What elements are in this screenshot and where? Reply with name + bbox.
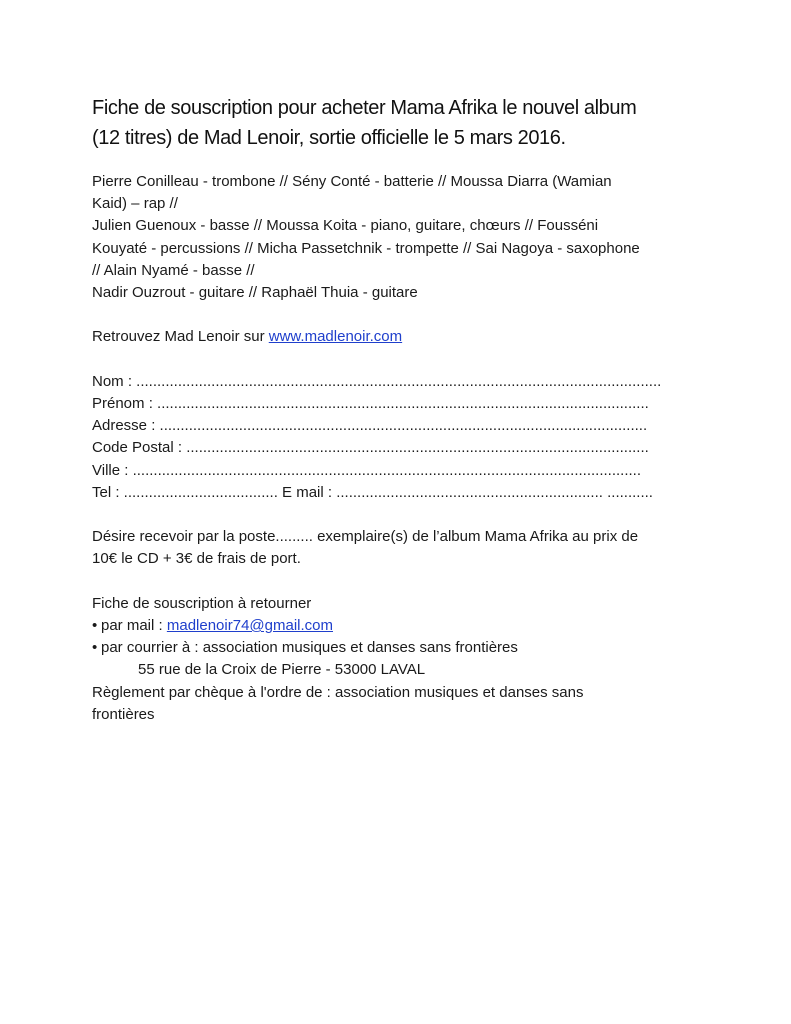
spacer — [92, 304, 732, 326]
spacer — [92, 504, 732, 526]
code-postal-field: Code Postal : ............................................................................................................... — [92, 439, 649, 457]
postal-address: 55 rue de la Croix de Pierre - 53000 LAVAL — [138, 661, 426, 679]
spacer — [92, 349, 732, 371]
prenom-field: Prénom : ...................................................................................................................... — [92, 395, 649, 412]
order-line-2: 10€ le CD + 3€ de frais de port. — [92, 550, 301, 568]
bullet-icon: • — [92, 617, 98, 634]
courrier-text: par courrier à : association musiques et danses sans frontières — [101, 639, 518, 657]
ville-field: Ville : .......................................................................................................................... — [92, 461, 642, 479]
payment-line-1: Règlement par chèque à l'ordre de : association musiques et danses sans — [92, 683, 584, 701]
order-line-1: Désire recevoir par la poste......... exemplaire(s) de l’album Mama Afrika au prix de — [92, 528, 639, 546]
musicians-line-5: // Alain Nyamé - basse // — [92, 261, 255, 279]
musicians-line-6: Nadir Ouzrout - guitare // Raphaël Thuia - guitare — [92, 284, 418, 302]
musicians-line-4: Kouyaté - percussions // Micha Passetchnik - trompette // Sai Nagoya - saxophone — [92, 239, 640, 257]
page-title — [92, 93, 732, 153]
spacer — [92, 571, 732, 593]
mail-prefix: par mail : — [101, 617, 167, 634]
title-line-1: Fiche de souscription pour acheter Mama Afrika le nouvel album — [92, 97, 637, 119]
document-body — [92, 171, 732, 726]
courrier-line — [92, 637, 732, 659]
email-link[interactable]: madlenoir74@gmail.com — [166, 617, 333, 634]
adresse-field: Adresse : ..................................................................................................................... — [92, 417, 648, 435]
bullet-icon: • — [92, 639, 98, 657]
musicians-line-2: Kaid) – rap // — [92, 195, 178, 213]
musicians-line-1: Pierre Conilleau - trombone // Sény Conté - batterie // Moussa Diarra (Wamian — [92, 173, 612, 190]
musicians-line-3: Julien Guenoux - basse // Moussa Koita - piano, guitare, chœurs // Fousséni — [92, 217, 599, 235]
payment-line-2: frontières — [92, 705, 155, 723]
website-line — [92, 326, 732, 348]
website-link[interactable]: www.madlenoir.com — [268, 328, 403, 346]
title-line-2: (12 titres) de Mad Lenoir, sortie officielle le 5 mars 2016. — [92, 127, 566, 149]
tel-email-field: Tel : ..................................... E mail : ................................................................ ........... — [92, 483, 653, 501]
website-prefix: Retrouvez Mad Lenoir sur — [92, 328, 269, 346]
return-heading: Fiche de souscription à retourner — [92, 594, 312, 612]
nom-field: Nom : .............................................................................................................................. — [92, 372, 662, 390]
mail-line — [92, 615, 732, 637]
